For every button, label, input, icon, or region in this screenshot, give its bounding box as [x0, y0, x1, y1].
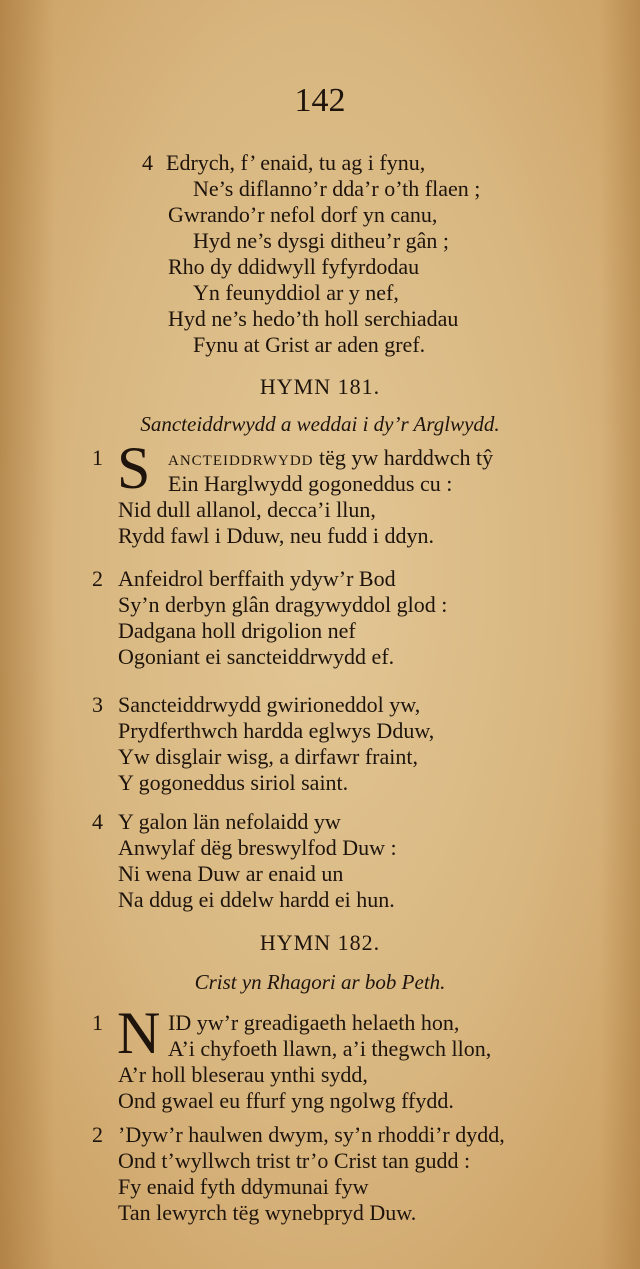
verse-line: Gwrando’r nefol dorf yn canu,: [168, 202, 438, 227]
verse-line: Edrych, f’ enaid, tu ag i fynu,: [166, 150, 426, 175]
hymn-181-verse-2: [118, 566, 640, 670]
verse-number: 3: [92, 692, 103, 717]
verse-number: 2: [92, 566, 103, 591]
verse-number: 1: [92, 445, 103, 470]
hymn-181-title: HYMN 181.: [259, 374, 381, 399]
verse-line: Yw disglair wisg, a dirfawr fraint,: [118, 744, 418, 769]
hymn-181-verse-3: [118, 692, 640, 796]
verse-line: Fy enaid fyth ddymunai fyw: [118, 1174, 369, 1199]
first-word-caps: ANCTEIDDRWYDD: [168, 453, 314, 469]
verse-line: A’r holl bleserau ynthi sydd,: [118, 1062, 368, 1087]
verse-line: Anfeidrol berffaith ydyw’r Bod: [118, 566, 396, 591]
hymn-182-subtitle: Crist yn Rhagori ar bob Peth.: [194, 970, 446, 994]
verse-number: 4: [142, 150, 153, 175]
verse-line: Prydferthwch hardda eglwys Dduw,: [118, 718, 435, 743]
hymn-181-verse-1: [0, 445, 640, 549]
hymn-182-verse-1: [0, 1010, 640, 1114]
verse-line: Anwylaf dëg breswylfod Duw :: [118, 835, 397, 860]
verse-line: Ogoniant ei sancteiddrwydd ef.: [118, 644, 395, 669]
verse-line: [168, 445, 640, 471]
hymn-182-verse-2: [118, 1122, 640, 1226]
first-line-rest: tëg yw harddwch tŷ: [319, 445, 494, 470]
hymn-181-subtitle: Sancteiddrwydd a weddai i dy’r Arglwydd.: [140, 412, 500, 436]
verse-line: Y gogoneddus siriol saint.: [118, 770, 349, 795]
verse-line: Ne’s diflanno’r dda’r o’th flaen ;: [193, 176, 481, 201]
stanza-4: [0, 150, 640, 358]
verse-line: A’i chyfoeth llawn, a’i thegwch llon,: [168, 1036, 492, 1061]
verse-line: Dadgana holl drigolion nef: [118, 618, 356, 643]
verse-number: 2: [92, 1122, 103, 1147]
verse-line: Ni wena Duw ar enaid un: [118, 861, 344, 886]
verse-line: ’Dyw’r haulwen dwym, sy’n rhoddi’r dydd,: [118, 1122, 505, 1147]
verse-line: Hyd ne’s dysgi ditheu’r gân ;: [193, 228, 450, 253]
verse-line: Rydd fawl i Dduw, neu fudd i ddyn.: [118, 523, 435, 548]
verse-line: Na ddug ei ddelw hardd ei hun.: [118, 887, 395, 912]
verse-line: [168, 1010, 640, 1036]
first-line-rest: yw’r greadigaeth helaeth hon,: [196, 1010, 460, 1035]
verse-line: Fynu at Grist ar aden gref.: [193, 332, 426, 357]
verse-number: 1: [92, 1010, 103, 1035]
verse-line: Tan lewyrch tëg wynebpryd Duw.: [118, 1200, 417, 1225]
hymn-181-verse-4: [118, 809, 640, 913]
drop-cap: N: [117, 1000, 161, 1066]
verse-line: Ond gwael eu ffurf yng ngolwg ffydd.: [118, 1088, 454, 1113]
verse-line: Ein Harglwydd gogoneddus cu :: [168, 471, 453, 496]
first-word-caps: ID: [168, 1010, 192, 1035]
page-number: 142: [294, 82, 346, 119]
hymn-182-title: HYMN 182.: [259, 930, 381, 955]
verse-line: Nid dull allanol, decca’i llun,: [118, 497, 376, 522]
verse-line: Sy’n derbyn glân dragywyddol glod :: [118, 592, 448, 617]
verse-line: Rho dy ddidwyll fyfyrdodau: [168, 254, 420, 279]
verse-line: Y galon län nefolaidd yw: [118, 809, 341, 834]
verse-line: Sancteiddrwydd gwirioneddol yw,: [118, 692, 421, 717]
verse-number: 4: [92, 809, 103, 834]
verse-line: Hyd ne’s hedo’th holl serchiadau: [168, 306, 459, 331]
verse-line: Ond t’wyllwch trist tr’o Crist tan gudd :: [118, 1148, 471, 1173]
verse-line: Yn feunyddiol ar y nef,: [193, 280, 399, 305]
drop-cap: S: [117, 435, 151, 501]
